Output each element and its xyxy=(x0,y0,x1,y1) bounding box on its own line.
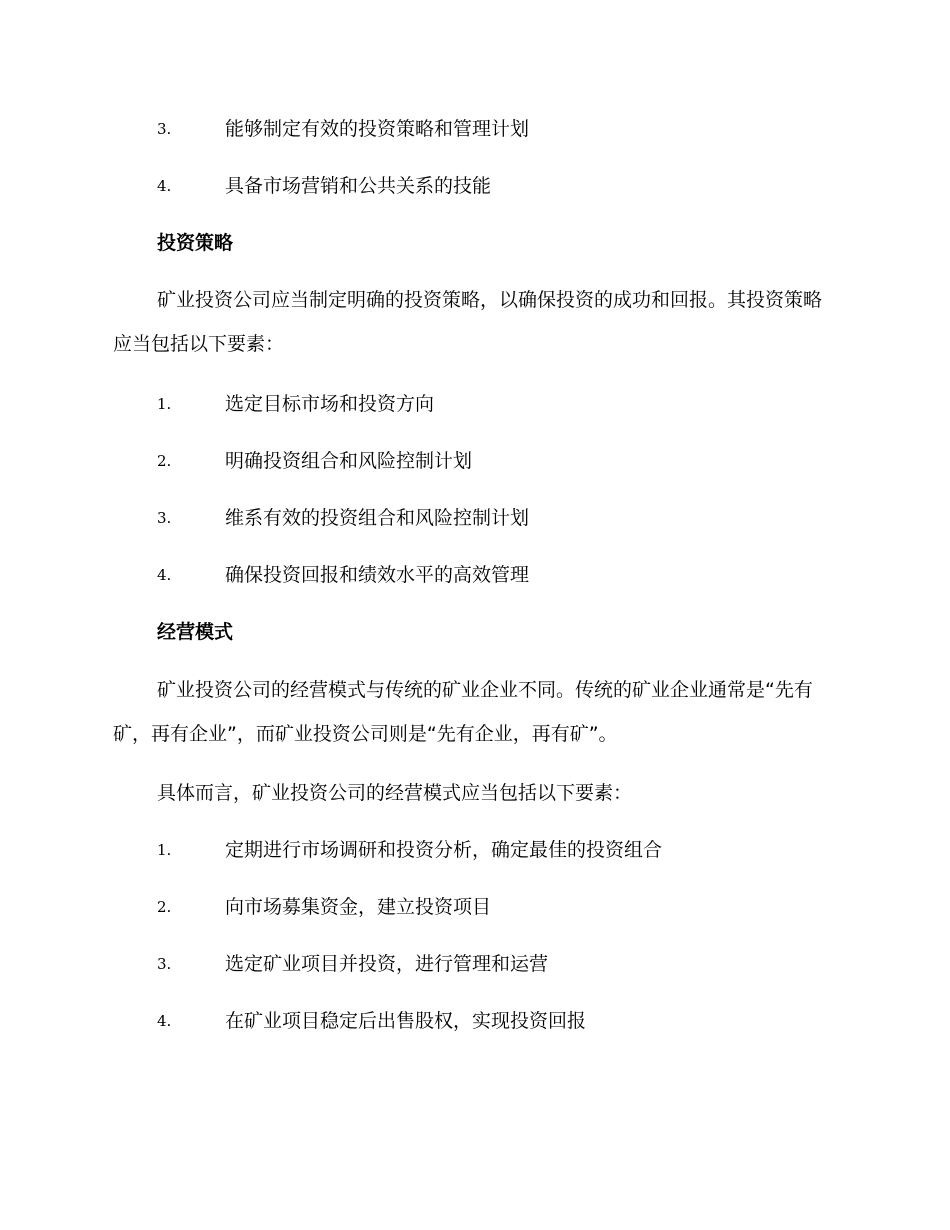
list-number: 3. xyxy=(157,120,172,138)
list-text: 维系有效的投资组合和风险控制计划 xyxy=(225,507,530,529)
list-text: 向市场募集资金，建立投资项目 xyxy=(225,896,492,918)
list-number: 1. xyxy=(157,841,172,859)
list-item xyxy=(157,389,857,419)
list-text: 选定矿业项目并投资，进行管理和运营 xyxy=(225,953,549,975)
list-number: 4. xyxy=(157,177,172,195)
list-item xyxy=(157,949,857,979)
list-number: 2. xyxy=(157,898,172,916)
list-item xyxy=(157,835,857,865)
list-number: 2. xyxy=(157,452,172,470)
list-number: 4. xyxy=(157,566,172,584)
list-text: 选定目标市场和投资方向 xyxy=(225,393,435,415)
section-heading-model: 经营模式 xyxy=(157,621,234,643)
list-item xyxy=(157,446,857,476)
paragraph-model-2: 具体而言，矿业投资公司的经营模式应当包括以下要素： xyxy=(157,782,633,804)
list-text: 在矿业项目稳定后出售股权，实现投资回报 xyxy=(225,1010,587,1032)
list-text: 明确投资组合和风险控制计划 xyxy=(225,450,473,472)
list-text: 具备市场营销和公共关系的技能 xyxy=(225,175,492,197)
paragraph-strategy: 矿业投资公司应当制定明确的投资策略，以确保投资的成功和回报。其投资策略应当包括以下要素： xyxy=(113,289,823,355)
list-item xyxy=(157,560,857,590)
list-item xyxy=(157,1006,857,1036)
list-text: 定期进行市场调研和投资分析，确定最佳的投资组合 xyxy=(225,839,663,861)
list-number: 1. xyxy=(157,395,172,413)
paragraph-model-1: 矿业投资公司的经营模式与传统的矿业企业不同。传统的矿业企业通常是“先有矿，再有企业”，而矿业投资公司则是“先有企业，再有矿”。 xyxy=(113,679,813,745)
list-number: 3. xyxy=(157,509,172,527)
list-text: 确保投资回报和绩效水平的高效管理 xyxy=(225,564,530,586)
list-item xyxy=(157,171,857,201)
list-item xyxy=(157,892,857,922)
list-text: 能够制定有效的投资策略和管理计划 xyxy=(225,118,530,140)
list-item xyxy=(157,503,857,533)
section-heading-strategy: 投资策略 xyxy=(157,232,234,254)
list-number: 4. xyxy=(157,1012,172,1030)
list-item xyxy=(157,114,857,144)
list-number: 3. xyxy=(157,955,172,973)
